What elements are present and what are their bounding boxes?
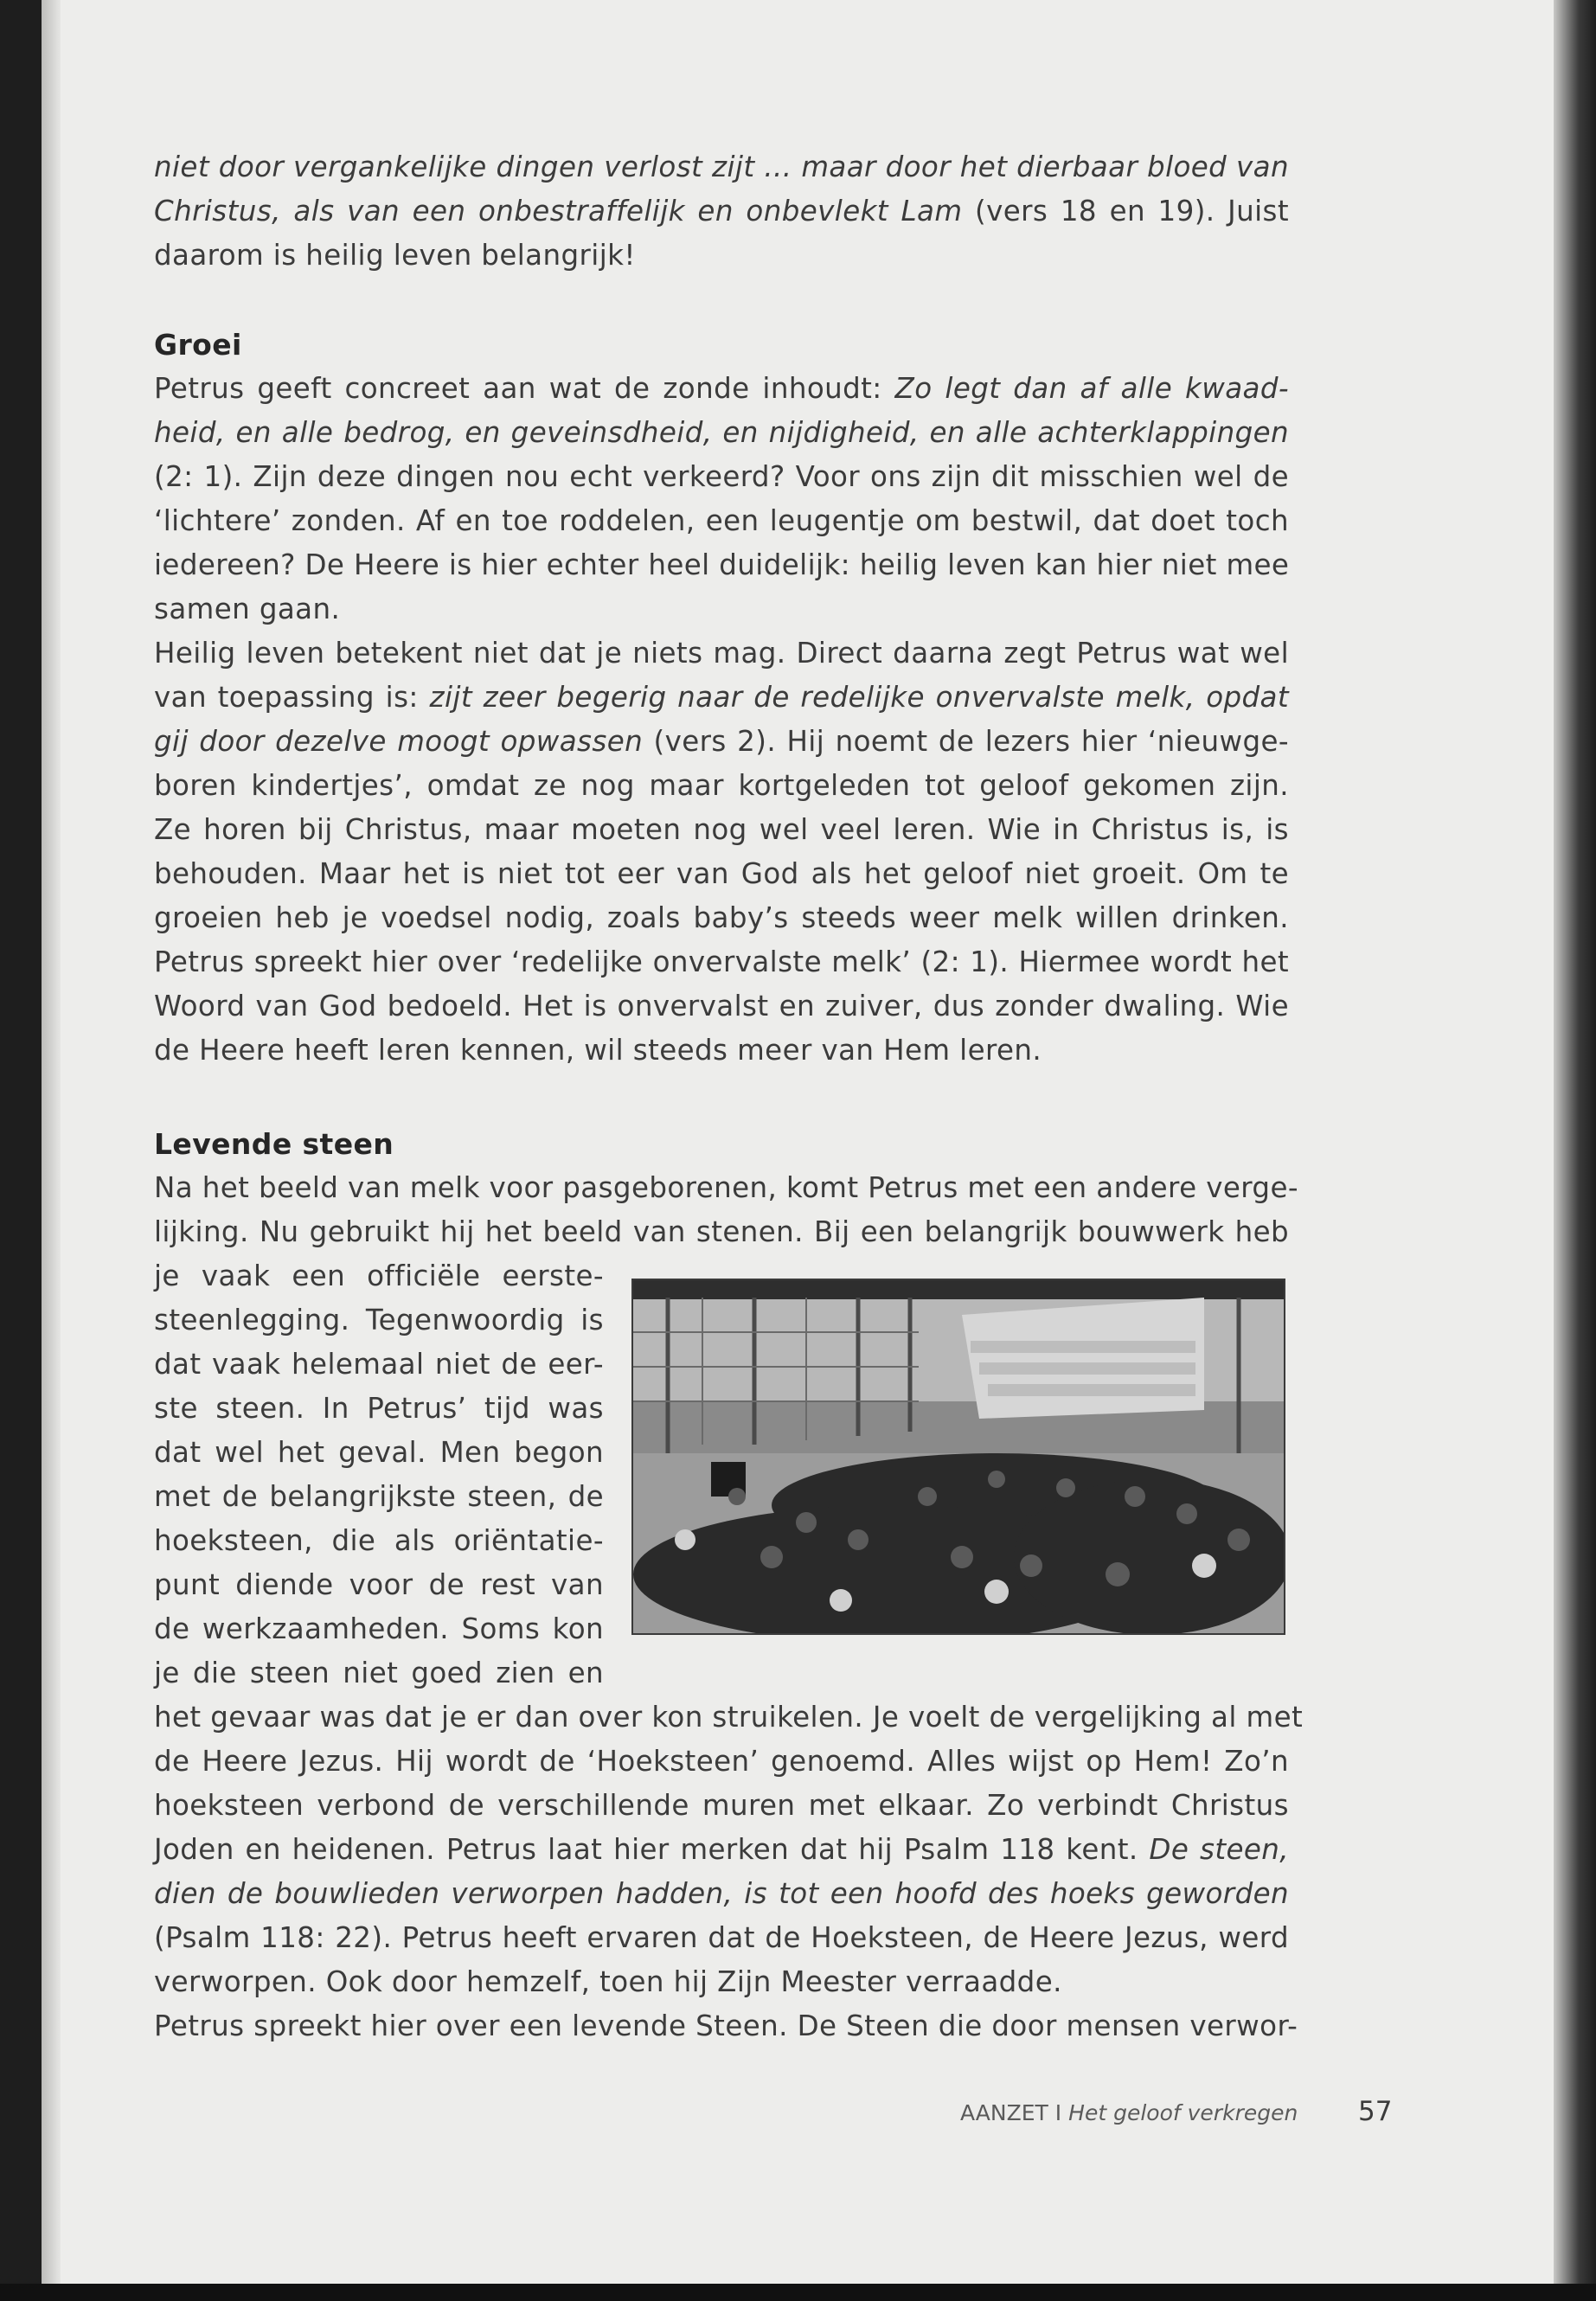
text-line (154, 189, 1289, 234)
text-line: de Heere heeft leren kennen, wil steeds meer van Hem leren. (154, 1034, 1042, 1067)
text-line: verworpen. Ook door hemzelf, toen hij Zijn Meester verraadde. (154, 1965, 1062, 1998)
text-line: ‘lichtere’ zonden. Af en toe roddelen, een leugentje om bestwil, dat doet toch (154, 504, 1289, 537)
text-line: hoeksteen verbond de verschillende muren met elkaar. Zo verbindt Christus (154, 1789, 1289, 1822)
text-line: dat wel het geval. Men begon (154, 1436, 604, 1469)
text-run: Christus, als van een onbestraffelijk en onbevlekt Lam (154, 195, 963, 228)
text-line: hoeksteen, die als oriëntatie- (154, 1524, 604, 1557)
text-line: Petrus spreekt hier over ‘redelijke onvervalste melk’ (2: 1). Hiermee wordt het (154, 945, 1289, 978)
text-run: De steen, (1149, 1833, 1289, 1866)
magazine-name: AANZET (960, 2100, 1048, 2125)
text-line: met de belangrijkste steen, de (154, 1480, 604, 1513)
section-heading: Groei (154, 328, 242, 362)
text-line: lijking. Nu gebruikt hij het beeld van stenen. Bij een belangrijk bouwwerk heb (154, 1215, 1289, 1248)
text-line: de werkzaamheden. Soms kon (154, 1612, 604, 1645)
section-groei (154, 323, 1289, 1073)
text-line: je die steen niet goed zien en (154, 1657, 604, 1689)
text-line: ste steen. In Petrus’ tijd was (154, 1392, 604, 1425)
text-line: de Heere Jezus. Hij wordt de ‘Hoeksteen’ genoemd. Alles wijst op Hem! Zo’n (154, 1745, 1289, 1778)
section-heading: Levende steen (154, 1127, 394, 1161)
text-run: (vers 18 en 19). Juist (975, 195, 1290, 228)
text-run: zijt zeer begerig naar de redelijke onvervalste melk, opdat (429, 681, 1290, 714)
text-run: (vers 2). Hij noemt de lezers hier ‘nieuwge- (653, 725, 1289, 758)
construction-ceremony-photo (631, 1279, 1285, 1635)
running-footer (960, 2092, 1386, 2135)
wrapped-text-column (154, 1254, 604, 1695)
text-line: boren kindertjes’, omdat ze nog maar kortgeleden tot geloof gekomen zijn. (154, 769, 1289, 802)
text-line: (Psalm 118: 22). Petrus heeft ervaren dat de Hoeksteen, de Heere Jezus, werd (154, 1921, 1289, 1954)
text-line: heid, en alle bedrog, en geveinsdheid, en nijdigheid, en alle achterklappingen (154, 416, 1289, 449)
text-line: daarom is heilig leven belangrijk! (154, 239, 636, 272)
page-bottom-edge (0, 2284, 1596, 2301)
text-line: groeien heb je voedsel nodig, zoals baby’s steeds weer melk willen drinken. (154, 901, 1289, 934)
photo-illustration (633, 1280, 1284, 1633)
text-line: Ze horen bij Christus, maar moeten nog wel veel leren. Wie in Christus is, is (154, 813, 1289, 846)
text-line: steenlegging. Tegenwoordig is (154, 1304, 604, 1336)
page-number: 57 (1358, 2096, 1393, 2127)
page-spine-shadow (42, 0, 61, 2284)
text-line: Heilig leven betekent niet dat je niets mag. Direct daarna zegt Petrus wat wel (154, 637, 1289, 670)
text-line (154, 720, 1289, 764)
section-title: Het geloof verkregen (1068, 2100, 1298, 2125)
text-line: punt diende voor de rest van (154, 1568, 604, 1601)
text-line (154, 1828, 1289, 1872)
text-line: niet door vergankelijke dingen verlost zijt ... maar door het dierbaar bloed van (154, 151, 1289, 183)
text-line: iedereen? De Heere is hier echter heel duidelijk: heilig leven kan hier niet mee (154, 548, 1290, 581)
text-run: gij door dezelve moogt opwassen (154, 725, 644, 758)
text-run: Petrus geeft concreet aan wat de zonde inhoudt: (154, 372, 882, 405)
text-run: van toepassing is: (154, 681, 419, 714)
intro-paragraph (154, 145, 1289, 278)
text-line (154, 367, 1289, 411)
text-line: behouden. Maar het is niet tot eer van God als het geloof niet groeit. Om te (154, 857, 1289, 890)
text-line: (2: 1). Zijn deze dingen nou echt verkeerd? Voor ons zijn dit misschien wel de (154, 460, 1289, 493)
text-line: Petrus spreekt hier over een levende Steen. De Steen die door mensen verwor- (154, 2009, 1298, 2042)
text-line: Na het beeld van melk voor pasgeborenen, komt Petrus met een andere verge- (154, 1171, 1298, 1204)
text-run: Joden en heidenen. Petrus laat hier merken dat hij Psalm 118 kent. (154, 1833, 1138, 1866)
text-line (154, 676, 1289, 720)
text-line: Woord van God bedoeld. Het is onvervalst en zuiver, dus zonder dwaling. Wie (154, 990, 1289, 1022)
page-edge (1554, 0, 1596, 2301)
footer-separator: I (1054, 2100, 1062, 2125)
text-line: dat vaak helemaal niet de eer- (154, 1348, 604, 1381)
text-line: het gevaar was dat je er dan over kon struikelen. Je voelt de vergelijking al met (154, 1701, 1304, 1734)
text-line: je vaak een officiële eerste- (154, 1259, 604, 1292)
text-line: samen gaan. (154, 593, 341, 625)
text-line: dien de bouwlieden verworpen hadden, is tot een hoofd des hoeks geworden (154, 1877, 1289, 1910)
text-run: Zo legt dan af alle kwaad- (894, 372, 1290, 405)
